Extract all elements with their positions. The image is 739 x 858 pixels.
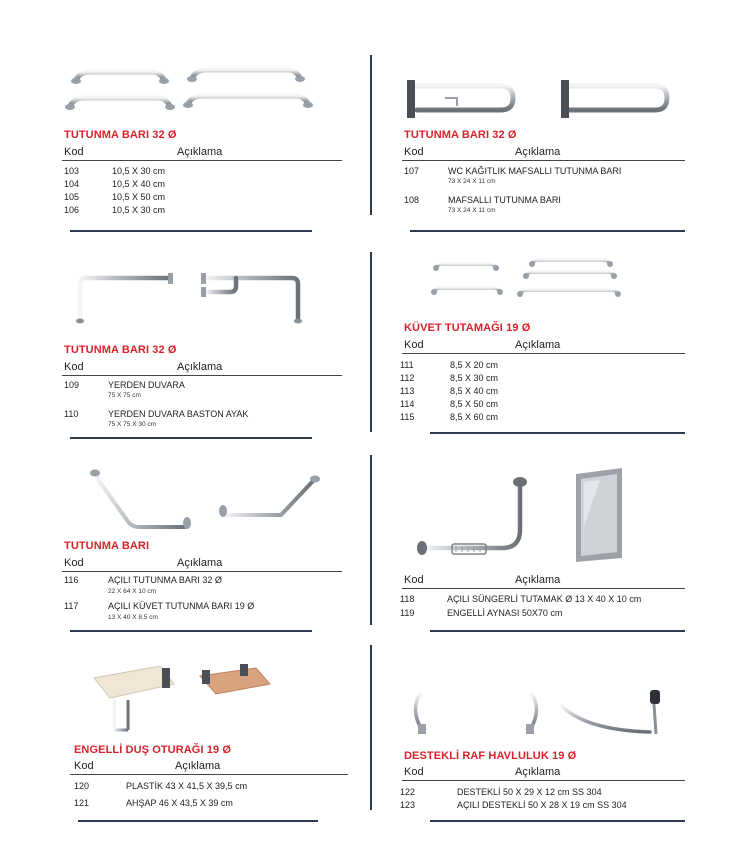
row-code: 106 <box>64 205 80 215</box>
mirror-image <box>570 466 630 566</box>
row-code: 120 <box>74 781 90 791</box>
section-title: DESTEKLİ RAF HAVLULUK 19 Ø <box>404 750 577 762</box>
kod-header: Kod <box>404 766 424 778</box>
section-title: TUTUNMA BARI 32 Ø <box>64 344 177 356</box>
header-rule <box>62 160 342 161</box>
folding-grab-bar-image <box>405 76 675 126</box>
row-desc: 8,5 X 60 cm <box>450 412 499 422</box>
row-code: 113 <box>400 386 415 396</box>
row-desc: AÇILI DESTEKLİ 50 X 28 X 19 cm SS 304 <box>457 800 627 810</box>
kod-header: Kod <box>404 574 424 586</box>
row-code: 110 <box>64 409 79 419</box>
row-code: 114 <box>400 399 415 409</box>
header-rule <box>402 588 685 589</box>
row-desc: DESTEKLİ 50 X 29 X 12 cm SS 304 <box>457 787 602 797</box>
header-rule <box>402 160 685 161</box>
grab-bar-image <box>60 62 320 122</box>
row-desc: MAFSALLI TUTUNMA BARI <box>448 195 561 205</box>
sponge-handle-image <box>412 470 542 570</box>
header-rule <box>62 375 342 376</box>
row-desc: ENGELLİ AYNASI 50X70 cm <box>447 608 563 618</box>
aciklama-header: Açıklama <box>177 557 223 569</box>
section-title: TUTUNMA BARI 32 Ø <box>64 129 177 141</box>
aciklama-header: Açıklama <box>177 361 223 373</box>
section-rule <box>70 630 312 632</box>
kod-header: Kod <box>64 361 84 373</box>
row-dimensions: 73 X 24 X 11 cm <box>448 207 496 214</box>
section-rule <box>410 230 685 232</box>
row-code: 109 <box>64 380 80 390</box>
column-divider <box>370 55 372 215</box>
row-dimensions: 13 X 40 X 8,5 cm <box>108 614 158 621</box>
row-desc: AÇILI TUTUNMA BARI 32 Ø <box>108 575 222 585</box>
row-code: 105 <box>64 192 80 202</box>
row-code: 103 <box>64 166 80 176</box>
row-desc: WC KAĞITLIK MAFSALLI TUTUNMA BARI <box>448 166 622 176</box>
row-desc: 10,5 X 30 cm <box>112 166 166 176</box>
row-code: 116 <box>64 575 79 585</box>
aciklama-header: Açıklama <box>515 339 561 351</box>
aciklama-header: Açıklama <box>515 574 561 586</box>
header-rule <box>62 571 342 572</box>
header-rule <box>402 353 685 354</box>
row-dimensions: 75 X 75 X 30 cm <box>108 421 157 428</box>
aciklama-header: Açıklama <box>515 146 561 158</box>
row-desc: YERDEN DUVARA BASTON AYAK <box>108 409 249 419</box>
angled-bar-image <box>85 465 335 535</box>
aciklama-header: Açıklama <box>515 766 561 778</box>
kod-header: Kod <box>404 146 424 158</box>
section-title: TUTUNMA BARI <box>64 540 150 552</box>
column-divider <box>370 252 372 432</box>
row-desc: 10,5 X 50 cm <box>112 192 166 202</box>
column-divider <box>370 645 372 810</box>
row-code: 121 <box>74 798 90 808</box>
section-title: KÜVET TUTAMAĞI 19 Ø <box>404 322 531 334</box>
row-code: 117 <box>64 601 79 611</box>
kod-header: Kod <box>64 557 84 569</box>
column-divider <box>370 455 372 625</box>
row-code: 104 <box>64 179 80 189</box>
row-desc: 8,5 X 40 cm <box>450 386 499 396</box>
row-desc: 8,5 X 50 cm <box>450 399 499 409</box>
row-code: 107 <box>404 166 420 176</box>
section-rule <box>78 820 318 822</box>
row-dimensions: 22 X 64 X 10 cm <box>108 588 157 595</box>
row-desc: AÇILI KÜVET TUTUNMA BARI 19 Ø <box>108 601 255 611</box>
header-rule <box>70 774 348 775</box>
row-dimensions: 73 X 24 X 11 cm <box>448 178 496 185</box>
kod-header: Kod <box>404 339 424 351</box>
row-code: 111 <box>400 360 414 370</box>
towel-shelf-image <box>410 680 690 740</box>
row-code: 119 <box>400 608 415 618</box>
section-rule <box>70 437 312 439</box>
aciklama-header: Açıklama <box>177 146 223 158</box>
row-code: 112 <box>400 373 415 383</box>
row-desc: 10,5 X 40 cm <box>112 179 166 189</box>
kod-header: Kod <box>74 760 94 772</box>
shower-seat-image <box>88 660 288 740</box>
row-desc: 8,5 X 20 cm <box>450 360 499 370</box>
row-code: 123 <box>400 800 416 810</box>
row-code: 118 <box>400 594 415 604</box>
section-rule <box>430 820 685 822</box>
section-rule <box>430 630 685 632</box>
row-code: 115 <box>400 412 415 422</box>
row-desc: YERDEN DUVARA <box>108 380 185 390</box>
row-desc: 10,5 X 30 cm <box>112 205 166 215</box>
tub-handle-image <box>428 256 628 306</box>
header-rule <box>402 780 685 781</box>
aciklama-header: Açıklama <box>175 760 221 772</box>
row-code: 122 <box>400 787 416 797</box>
row-desc: AÇILI SÜNGERLİ TUTAMAK Ø 13 X 40 X 10 cm <box>447 594 642 604</box>
row-desc: 8,5 X 30 cm <box>450 373 499 383</box>
row-desc: PLASTİK 43 X 41,5 X 39,5 cm <box>126 781 248 791</box>
section-rule <box>70 230 312 232</box>
kod-header: Kod <box>64 146 84 158</box>
section-title: ENGELLİ DUŞ OTURAĞI 19 Ø <box>74 744 232 756</box>
section-title: TUTUNMA BARI 32 Ø <box>404 129 517 141</box>
row-dimensions: 75 X 75 cm <box>108 392 141 399</box>
floor-wall-bar-image <box>70 270 320 330</box>
row-code: 108 <box>404 195 420 205</box>
row-desc: AHŞAP 46 X 43,5 X 39 cm <box>126 798 233 808</box>
section-rule <box>430 432 685 434</box>
